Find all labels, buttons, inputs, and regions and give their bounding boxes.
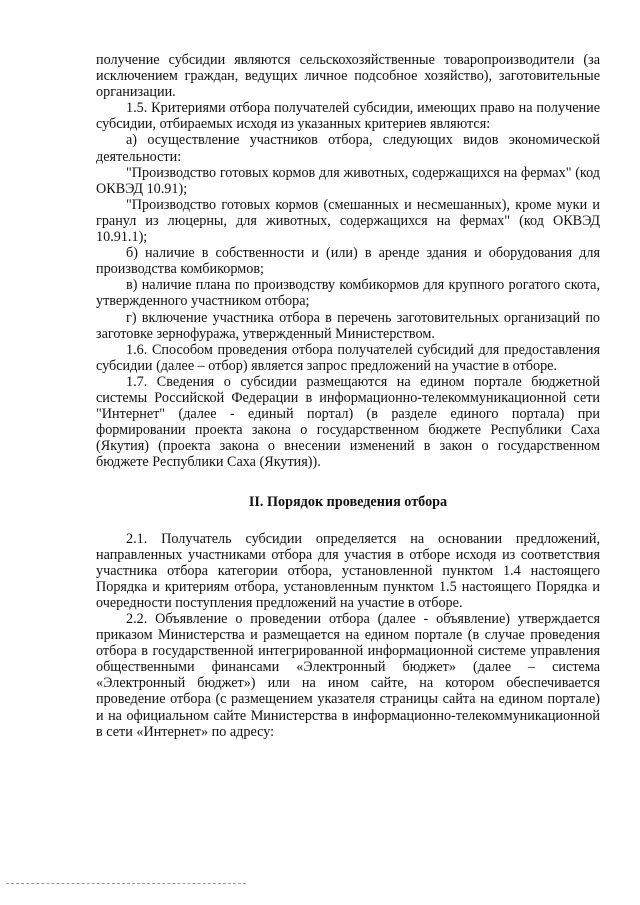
paragraph-continuation: получение субсидии являются сельскохозяйственные товаропроизводители (за исключением граждан, ведущих личное подсобное хозяйство), заготовительные организации. [96,52,600,101]
paragraph-criterion-g: г) включение участника отбора в перечень заготовительных организаций по заготовке зернофуража, утвержденный Министерством. [96,309,600,342]
document-page [96,52,600,740]
paragraph-1-7: 1.7. Сведения о субсидии размещаются на едином портале бюджетной системы Российской Федерации в информационно-телекоммуникационной сети "Интернет" (далее - единый портал) (в разделе единого портала) при формировании проекта закона о государственном бюджете Республики Саха (Якутия) (проекта закона о внесении изменений в закон о государственном бюджете Республики Саха (Якутия)). [96,373,600,471]
bottom-divider [6,883,246,884]
paragraph-1-5: 1.5. Критериями отбора получателей субсидии, имеющих право на получение субсидии, отбираемых исходя из указанных критериев являются: [96,100,600,133]
section-title: II. Порядок проведения отбора [248,494,448,511]
paragraph-1-6: 1.6. Способом проведения отбора получателей субсидий для предоставления субсидии (далее – отбор) является запрос предложений на участие в отборе. [96,341,600,374]
paragraph-2-2: 2.2. Объявление о проведении отбора (далее - объявление) утверждается приказом Министерства и размещается на едином портале (в случае проведения отбора в государственной интегрированной информационной системе управления общественными финансами «Электронный бюджет» (далее – система «Электронный бюджет») или на ином сайте, на котором обеспечивается проведение отбора (с размещением указателя страницы сайта на едином портале) и на официальном сайте Министерства в информационно-телекоммуникационной в сети «Интернет» по адресу: [96,611,600,740]
paragraph-okved-10-91-1: "Производство готовых кормов (смешанных и несмешанных), кроме муки и гранул из люцерны, для животных, содержащихся на фермах" (код ОКВЭД 10.91.1); [96,196,600,246]
paragraph-criterion-b: б) наличие в собственности и (или) в аренде здания и оборудования для производства комбикормов; [96,245,600,278]
paragraph-criterion-v: в) наличие плана по производству комбикормов для крупного рогатого скота, утвержденного участником отбора; [96,277,600,310]
paragraph-criterion-a: а) осуществление участников отбора, следующих видов экономической деятельности: [96,132,600,165]
paragraph-2-1: 2.1. Получатель субсидии определяется на основании предложений, направленных участниками отбора для участия в отборе исходя из соответствия участника отбора категории отбора, установленной пунктом 1.4 настоящего Порядка и критериям отбора, установленным пунктом 1.5 настоящего Порядка и очередности поступления предложений на участие в отборе. [96,530,600,611]
paragraph-okved-10-91: "Производство готовых кормов для животных, содержащихся на фермах" (код ОКВЭД 10.91); [96,164,600,197]
